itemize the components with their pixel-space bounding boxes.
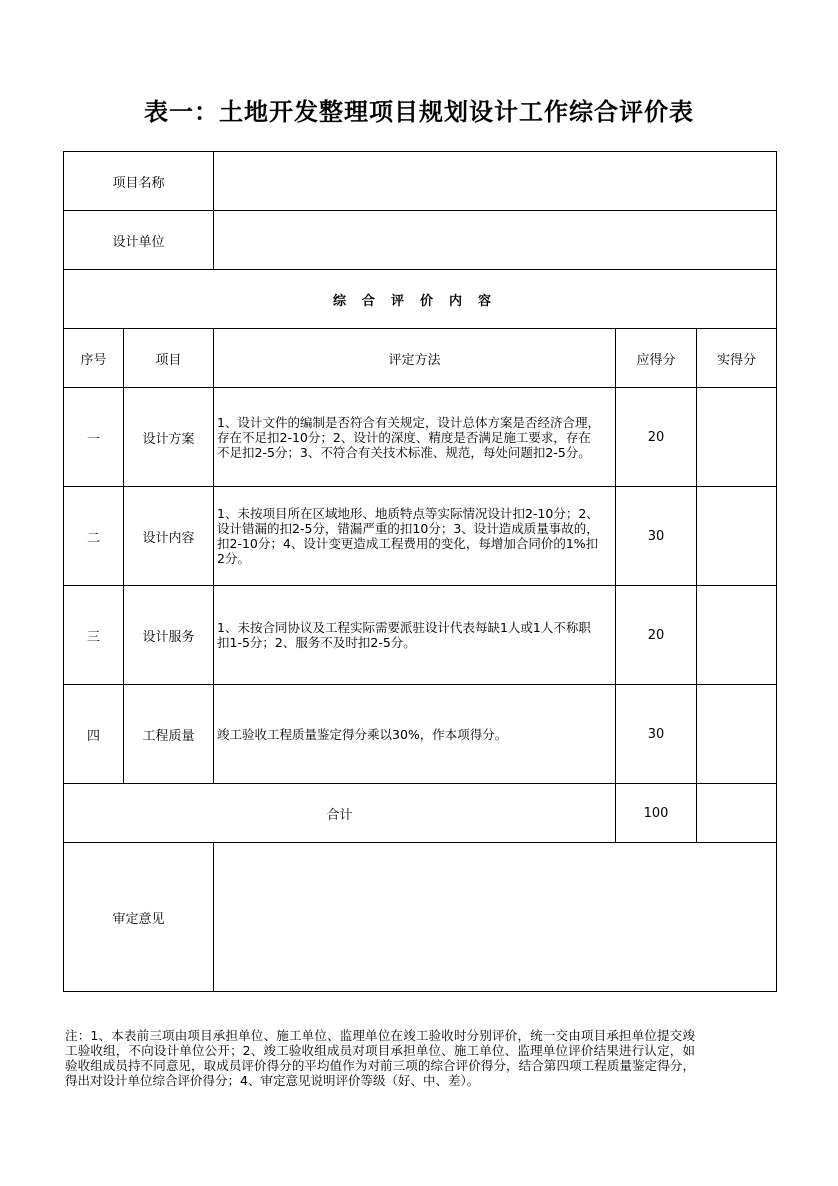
row-actual-score-field[interactable] xyxy=(697,487,777,586)
design-unit-field[interactable] xyxy=(214,211,777,270)
header-item: 项目 xyxy=(124,329,214,388)
review-row xyxy=(64,843,777,992)
total-row xyxy=(64,784,777,843)
row-max-score: 30 xyxy=(616,487,697,586)
total-max-score: 100 xyxy=(616,784,697,843)
row-actual-score-field[interactable] xyxy=(697,685,777,784)
row-max-score: 20 xyxy=(616,586,697,685)
row-method: 1、未按合同协议及工程实际需要派驻设计代表每缺1人或1人不称职扣1-5分；2、服务不及时扣2-5分。 xyxy=(214,586,616,685)
row-seq: 三 xyxy=(64,586,124,685)
review-field[interactable] xyxy=(214,843,777,992)
row-method: 1、未按项目所在区域地形、地质特点等实际情况设计扣2-10分；2、设计错漏的扣2-5分，错漏严重的扣10分；3、设计造成质量事故的，扣2-10分；4、设计变更造成工程费用的变化，每增加合同价的1%扣2分。 xyxy=(214,487,616,586)
header-method: 评定方法 xyxy=(214,329,616,388)
footnote: 注：1、本表前三项由项目承担单位、施工单位、监理单位在竣工验收时分别评价，统一交由项目承担单位提交竣工验收组，不向设计单位公开；2、竣工验收组成员对项目承担单位、施工单位、监理单位评价结果进行认定，如验收组成员持不同意见，取成员评价得分的平均值作为对前三项的综合评价得分，结合第四项工程质量鉴定得分，得出对设计单位综合评价得分；4、审定意见说明评价等级（好、中、差）。 xyxy=(65,1028,695,1088)
row-method: 1、设计文件的编制是否符合有关规定，设计总体方案是否经济合理，存在不足扣2-10分；2、设计的深度、精度是否满足施工要求，存在不足扣2-5分；3、不符合有关技术标准、规范，每处问题扣2-5分。 xyxy=(214,388,616,487)
row-item: 工程质量 xyxy=(124,685,214,784)
row-max-score: 30 xyxy=(616,685,697,784)
review-label: 审定意见 xyxy=(64,843,214,992)
header-seq: 序号 xyxy=(64,329,124,388)
table-row xyxy=(64,685,777,784)
project-name-row xyxy=(64,152,777,211)
header-actual-score: 实得分 xyxy=(697,329,777,388)
design-unit-row xyxy=(64,211,777,270)
row-item: 设计服务 xyxy=(124,586,214,685)
section-title-row xyxy=(64,270,777,329)
row-seq: 二 xyxy=(64,487,124,586)
project-name-field[interactable] xyxy=(214,152,777,211)
total-actual-score-field[interactable] xyxy=(697,784,777,843)
table-row xyxy=(64,586,777,685)
header-max-score: 应得分 xyxy=(616,329,697,388)
row-item: 设计方案 xyxy=(124,388,214,487)
table-row xyxy=(64,388,777,487)
row-item: 设计内容 xyxy=(124,487,214,586)
row-max-score: 20 xyxy=(616,388,697,487)
row-seq: 一 xyxy=(64,388,124,487)
evaluation-table xyxy=(63,151,777,992)
header-row xyxy=(64,329,777,388)
row-actual-score-field[interactable] xyxy=(697,586,777,685)
total-label: 合计 xyxy=(64,784,616,843)
row-seq: 四 xyxy=(64,685,124,784)
row-actual-score-field[interactable] xyxy=(697,388,777,487)
project-name-label: 项目名称 xyxy=(64,152,214,211)
table-row xyxy=(64,487,777,586)
row-method: 竣工验收工程质量鉴定得分乘以30%，作本项得分。 xyxy=(214,685,616,784)
page-title: 表一：土地开发整理项目规划设计工作综合评价表 xyxy=(144,97,694,126)
design-unit-label: 设计单位 xyxy=(64,211,214,270)
section-title: 综合评价内容 xyxy=(64,270,777,329)
